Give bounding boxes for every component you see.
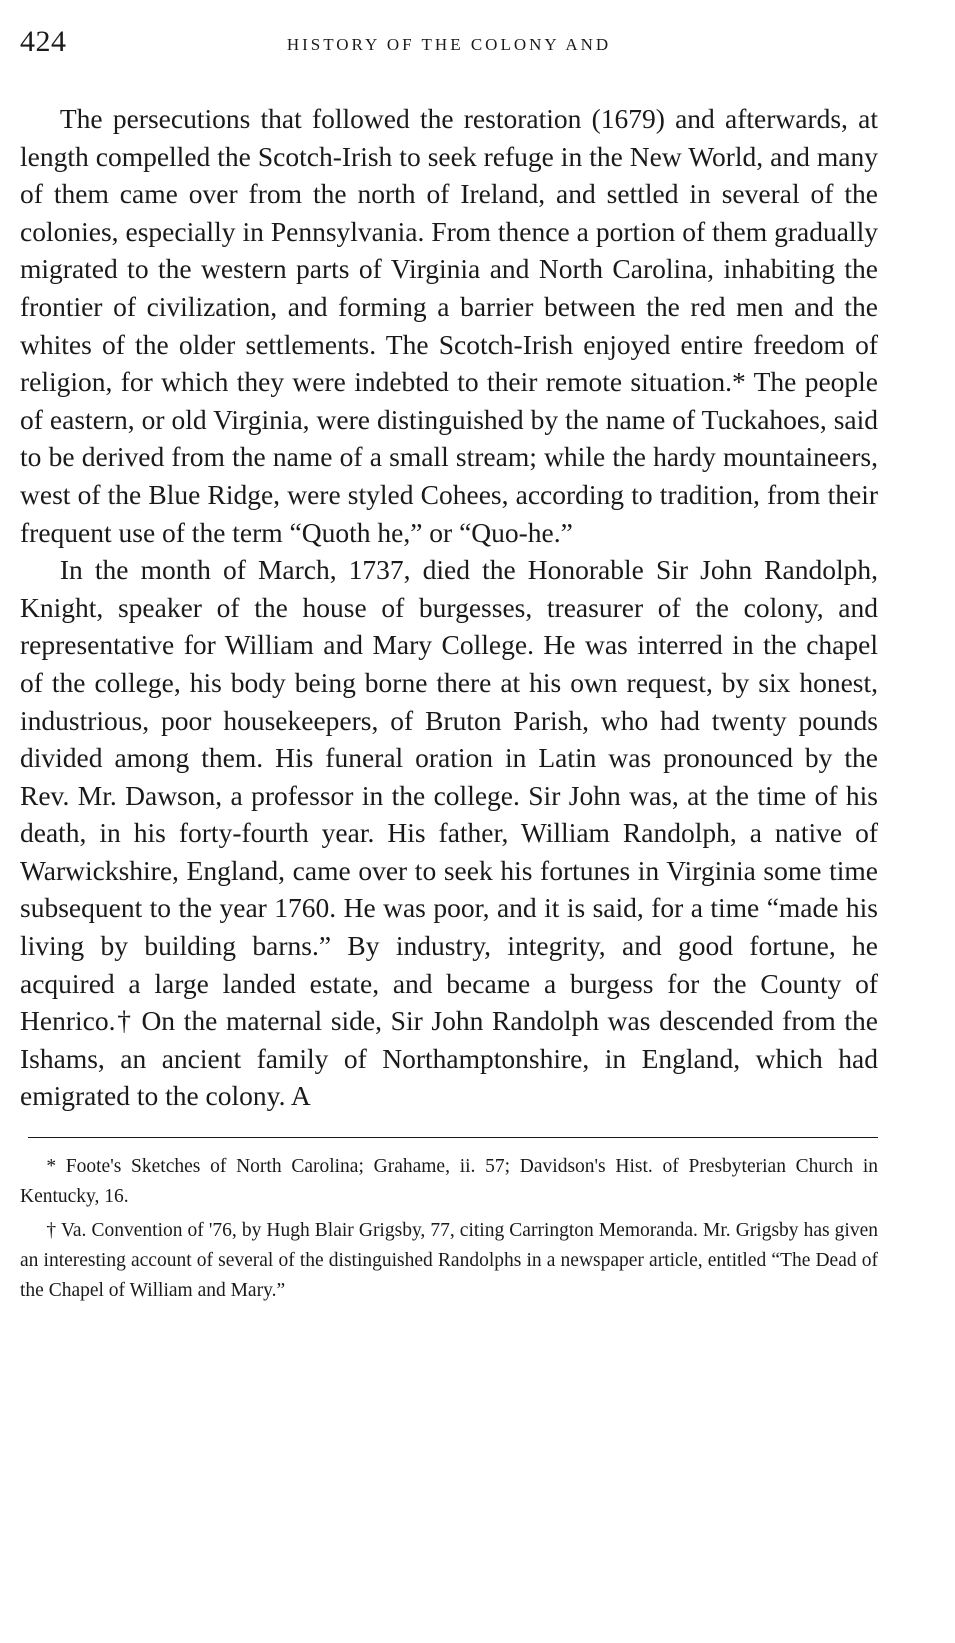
footnotes	[20, 1152, 878, 1306]
page-number: 424	[20, 25, 67, 58]
footnote-dagger: † Va. Convention of '76, by Hugh Blair Grigsby, 77, citing Carrington Memoranda. Mr. Grigsby has given an interesting account of several of the distinguished Randolphs in a newspaper article, entitled “The Dead of the Chapel of William and Mary.”	[20, 1220, 878, 1302]
running-head	[20, 22, 878, 70]
running-title: HISTORY OF THE COLONY AND	[286, 35, 612, 54]
footnote-divider	[28, 1137, 878, 1138]
body-text	[20, 100, 878, 1115]
paragraph-scotch-irish: The persecutions that followed the restoration (1679) and afterwards, at length compelled the Scotch-Irish to seek refuge in the New World, and many of them came over from the north of Ireland, and settled in several of the colonies, especially in Pennsylvania. From thence a portion of them gradually migrated to the western parts of Virginia and North Carolina, inhabiting the frontier of civilization, and forming a barrier between the red men and the whites of the older settlements. The Scotch-Irish enjoyed entire freedom of religion, for which they were indebted to their remote situation.* The people of eastern, or old Virginia, were distinguished by the name of Tuckahoes, said to be derived from the name of a small stream; while the hardy mountaineers, west of the Blue Ridge, were styled Cohees, according to tradition, from their frequent use of the term “Quoth he,” or “Quo-he.”	[20, 103, 878, 548]
footnote-asterisk: * Foote's Sketches of North Carolina; Grahame, ii. 57; Davidson's Hist. of Presbyterian Church in Kentucky, 16.	[20, 1156, 878, 1208]
paragraph-sir-john-randolph: In the month of March, 1737, died the Honorable Sir John Randolph, Knight, speaker of the house of burgesses, treasurer of the colony, and representative for William and Mary College. He was interred in the chapel of the college, his body being borne there at his own request, by six honest, industrious, poor housekeepers, of Bruton Parish, who had twenty pounds divided among them. His funeral oration in Latin was pronounced by the Rev. Mr. Dawson, a professor in the college. Sir John was, at the time of his death, in his forty-fourth year. His father, William Randolph, a native of Warwickshire, England, came over to seek his fortunes in Virginia some time subsequent to the year 1760. He was poor, and it is said, for a time “made his living by building barns.” By industry, integrity, and good fortune, he acquired a large landed estate, and became a burgess for the County of Henrico.† On the maternal side, Sir John Randolph was descended from the Ishams, an ancient family of Northamptonshire, in England, which had emigrated to the colony. A	[20, 554, 878, 1112]
book-page	[20, 22, 878, 1622]
